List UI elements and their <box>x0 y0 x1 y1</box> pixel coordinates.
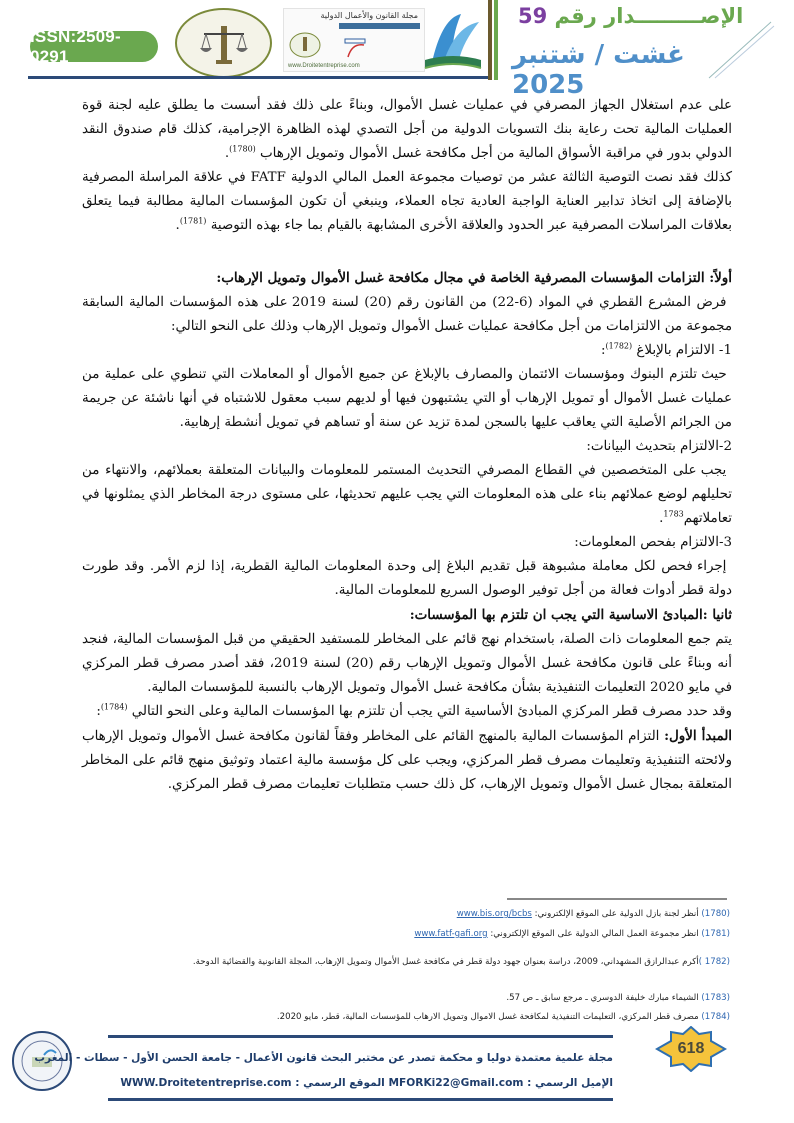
journal-logo-band <box>339 23 420 29</box>
paragraph: المبدأ الأول: التزام المؤسسات المالية بالمنهج القائم على المخاطر وفقاً لقانون مكافحة غسل الأموال وتمويل الإرهاب ولائحته التنفيذية وتعليمات مصرف قطر المركزي، ويجب على كل مؤسسة مالية اعتماد وتوثيق منهج قائم على المخاطر المتعلقة بمجال غسل الأموال وتمويل الإرهاب، كل ذلك حسب متطلبات تعليمات مصرف قطر المركزي. <box>82 728 732 792</box>
footer-journal-info: مجلة علمية معتمدة دوليا و محكمة تصدر عن مختبر البحث قانون الأعمال - جامعة الحسن الأول - سطات - المغرب <box>34 1052 613 1064</box>
paragraph: وقد حدد مصرف قطر المركزي المبادئ الأساسية التي يجب أن تلتزم بها المؤسسات المالية وعلى النحو التالي $^{(1784)}$: <box>96 702 732 719</box>
article-body <box>82 94 732 797</box>
issue-label-text: الإصـــــــــدار رقم <box>554 4 744 28</box>
list-item-title: 3-الالتزام بفحص المعلومات: <box>574 535 732 550</box>
footnote-link[interactable]: www.bis.org/bcbs <box>456 909 532 919</box>
journal-logo-url: www.Droitetentreprise.com <box>288 63 360 69</box>
footnote-item: (1780) أنظر لجنة بازل الدولية على الموقع الإلكتروني: www.bis.org/bcbs <box>456 909 730 919</box>
open-book-logo-icon <box>423 8 483 74</box>
paragraph: فرض المشرع القطري في المواد (6-22) من القانون رقم (20) لسنة 2019 على هذه المؤسسات المالية السابقة مجموعة من الالتزامات من أجل مكافحة عمليات غسل الأموال وتمويل الإرهاب وذلك على النحو التالي: <box>82 295 732 334</box>
footnote-item: (1784) مصرف قطر المركزي، التعليمات التنفيذية لمكافحة غسل الاموال وتمويل الارهاب للمؤسسات المالية، قطر، مايو 2020. <box>276 1012 730 1022</box>
paragraph: حيث تلتزم البنوك ومؤسسات الائتمان والمصارف بالإبلاغ عن جميع الأموال أو المعاملات التي تنطوي على عملية من عمليات غسل الأموال أو تمويل الإرهاب أو التي يشتبهون فيها أو لديهم سبب معقول للاشتباه في أنها ناشئة عن جريمة من الجرائم الأصلية التي يعاقب عليها بالسجن لمدة تزيد عن سنة أو تساهم في تمويل أنشطة إرهابية. <box>82 367 732 430</box>
principle-label: المبدأ الأول: <box>664 728 732 744</box>
list-item-title: 2-الالتزام بتحديث البيانات: <box>586 439 732 454</box>
paragraph: يتم جمع المعلومات ذات الصلة، باستخدام نهج قائم على المخاطر للمستفيد الحقيقي من قبل المؤسسات المالية، فنجد أنه وبناءً على قانون مكافحة غسل الأموال وتمويل الإرهاب رقم (20) لسنة 2019، فقد أصدر مصرف قطر المركزي في مايو 2020 التعليمات التنفيذية بشأن مكافحة غسل الأموال وتمويل الإرهاب بالنسبة للمؤسسات المالية. <box>82 632 732 695</box>
list-item-title: 1- الالتزام بالإبلاغ $^{(1782)}$: <box>601 341 732 358</box>
footer-rule <box>108 1098 613 1101</box>
paragraph: يجب على المتخصصين في القطاع المصرفي التحديث المستمر للمعلومات والبيانات المتعلقة بعملائهم، والانتهاء من تحليلهم لوضع عملائهم بناء على هذه المعلومات التي يجب عليهم تحديثها، على مستوى درجة المخاطر الذي يمثلونها في تعاملاتهم$^{1783}$. <box>82 463 732 526</box>
footnote-ref[interactable]: (1781) <box>179 216 207 226</box>
small-seal-icon <box>288 31 322 59</box>
scales-of-justice-icon <box>194 18 254 68</box>
footnote-ref[interactable]: (1780) <box>229 144 256 154</box>
journal-logo <box>283 8 425 72</box>
footnote-item: (1781) انظر مجموعة العمل المالي الدولية على الموقع الإلكتروني: www.fatf-gafi.org <box>414 929 730 939</box>
footnote-item: (1782 )أكرم عبدالرازق المشهداني، 2009، دراسة بعنوان جهود دولة قطر في مكافحة غسل الأموال وتمويل الإرهاب، المجلة القانونية والقضائية الدوحة. <box>192 957 730 967</box>
university-logo-icon <box>342 33 368 59</box>
issue-number: 59 <box>518 4 548 28</box>
footer-rule <box>108 1035 613 1038</box>
footnote-item: (1783) الشيماء مبارك خليفة الدوسري ـ مرجع سابق ـ ص 57. <box>506 993 730 1003</box>
header-divider-bar <box>494 0 498 80</box>
journal-logo-title: مجلة القانون والأعمال الدولية <box>320 11 418 20</box>
page-header <box>0 0 794 100</box>
paragraph: كذلك فقد نصت التوصية الثالثة عشر من توصيات مجموعة العمل المالي الدولية FATF في علاقة المراسلة المصرفية بالإضافة إلى اتخاذ تدابير العناية الواجبة العادية تجاه العملاء، وينبغي أن تكون المؤسسات المالية مطالبة فيما يتعلق بعلاقات المراسلات المصرفية عبر الحدود والعلاقة الأخرى المشابهة بالقيام بما جاء بهذه التوصية $^{(1781)}$. <box>82 170 732 233</box>
footnote-separator <box>507 898 727 900</box>
section-heading-2: ثانيا :المبادئ الاساسية التي يجب ان تلتزم بها المؤسسات: <box>409 607 732 623</box>
footnote-ref[interactable]: 1783 <box>663 509 684 519</box>
paragraph: إجراء فحص لكل معاملة مشبوهة قبل تقديم البلاغ إلى وحدة المعلومات المالية القطرية، إذا لزم الأمر. وقد طورت دولة قطر أدوات فعالة من أجل توفير الوصول السريع للمعلومات المالية. <box>82 559 732 598</box>
lab-seal-logo <box>175 8 272 78</box>
header-divider-bar <box>488 0 492 80</box>
page-number: 618 <box>677 1040 705 1057</box>
footer-contact-info: الإميل الرسمي : MFORKi22@Gmail.com الموقع الرسمي : WWW.Droitetentreprise.com <box>120 1077 613 1089</box>
footnote-link[interactable]: www.fatf-gafi.org <box>414 929 488 939</box>
issn-badge: ISSN:2509-0291 <box>30 31 158 62</box>
paragraph: على عدم استغلال الجهاز المصرفي في عمليات غسل الأموال، وبناءً على ذلك فقد أسست ما يطلق عليه لجنة قوة العمليات المالية تحت رعاية بنك التسويات الدولية من أجل التصدي لهذه الظاهرة الإجرامية، كذلك قام صندوق النقد الدولي بدور في مراقبة الأسواق المالية من أجل مكافحة غسل الأموال وتمويل الإرهاب $^{(1780)}$. <box>82 98 732 161</box>
footnote-ref[interactable]: (1782) <box>605 341 633 351</box>
decorative-diagonal-lines <box>705 20 775 80</box>
footnote-ref[interactable]: (1784) <box>100 702 128 712</box>
section-heading-1: أولاً: التزامات المؤسسات المصرفية الخاصة في مجال مكافحة غسل الأموال وتمويل الإرهاب: <box>216 270 732 286</box>
issue-date: غشت / شتنبر 2025 <box>512 40 685 100</box>
header-rule <box>28 76 488 79</box>
